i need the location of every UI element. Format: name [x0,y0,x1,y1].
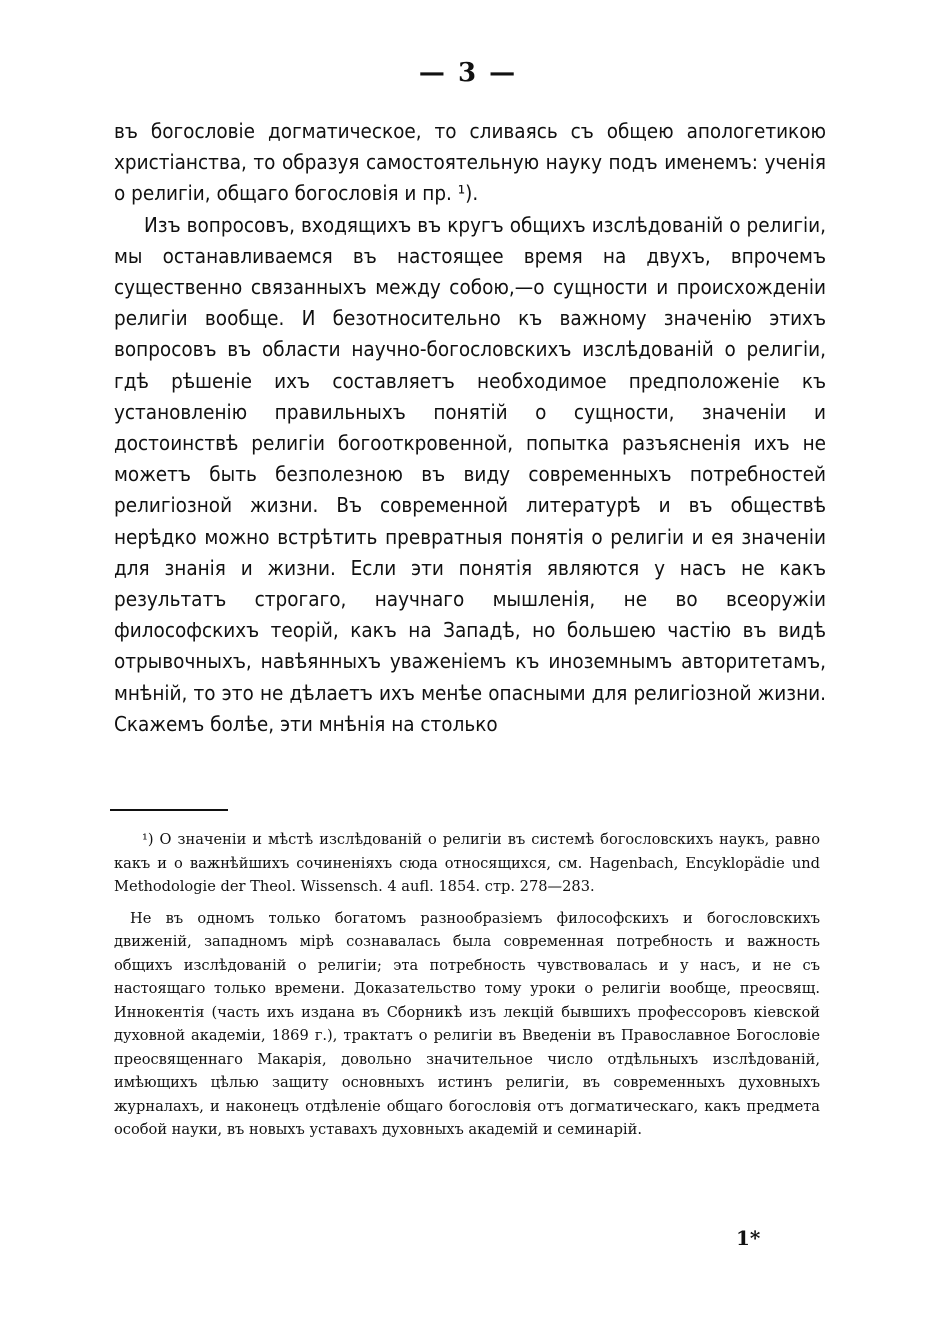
footnotes [114,828,820,1142]
footnote-divider [110,809,228,811]
printer-signature-mark: 1* [736,1226,761,1250]
footnote-2: Не въ одномъ только богатомъ разнообразіемъ философскихъ и богословскихъ движеній, западномъ мірѣ сознавалась была современная потребность и важность общихъ изслѣдованій о религіи; эта потребность чувствовалась и у насъ, и не съ настоящаго только времени. Доказательство тому уроки о религіи вообще, преосвящ. Иннокентія (часть ихъ издана въ Сборникѣ изъ лекцій бывшихъ профессоровъ кіевской духовной академіи, 1869 г.), трактатъ о религіи въ Введеніи въ Православное Богословіе преосвященнаго Макарія, довольно значительное число отдѣльныхъ изслѣдованій, имѣющихъ цѣлью защиту основныхъ истинъ религіи, въ современныхъ духовныхъ журналахъ, и наконецъ отдѣленіе общаго богословія отъ догматическаго, какъ предмета особой науки, въ новыхъ уставахъ духовныхъ академій и семинарій. [114,909,820,1138]
main-text [114,116,826,740]
body-paragraph: Изъ вопросовъ, входящихъ въ кругъ общихъ изслѣдованій о религіи, мы останавливаемся въ настоящее время на двухъ, впрочемъ существенно связанныхъ между собою,—о сущности и происхожденіи религіи вообще. И безотносительно къ важному значенію этихъ вопросовъ въ области научно-богословскихъ изслѣдованій о религіи, гдѣ рѣшеніе ихъ составляетъ необходимое предположеніе къ установленію правильныхъ понятій о сущности, значеніи и достоинствѣ религіи богооткровенной, попытка разъясненія ихъ не можетъ быть безполезною въ виду современныхъ потребностей религіозной жизни. Въ современной литературѣ и въ обществѣ нерѣдко можно встрѣтить превратныя понятія о религіи и ея значеніи для знанія и жизни. Если эти понятія являются у насъ не какъ результатъ строгаго, научнаго мышленія, не во всеоружіи философскихъ теорій, какъ на Западѣ, но большею частію въ видѣ отрывочныхъ, навѣянныхъ уваженіемъ къ иноземнымъ авторитетамъ, мнѣній, то это не дѣлаетъ ихъ менѣе опасными для религіозной жизни. Скажемъ болѣе, эти мнѣнія на столько [114,212,826,736]
footnote-1: ¹) О значеніи и мѣстѣ изслѣдованій о религіи въ системѣ богословскихъ наукъ, равно какъ и о важнѣйшихъ сочиненіяхъ сюда относящихся, см. Hagenbach, Encyklopädie und Methodologie der Theol. Wissensch. 4 aufl. 1854. стр. 278—283. [114,831,820,895]
body-paragraph-continued: въ богословіе догматическое, то сливаясь съ общею апологетикою христіанства, то образуя самостоятельную науку подъ именемъ: ученія о религіи, общаго богословія и пр. ¹). [114,119,826,206]
page-number: — 3 — [418,58,518,88]
